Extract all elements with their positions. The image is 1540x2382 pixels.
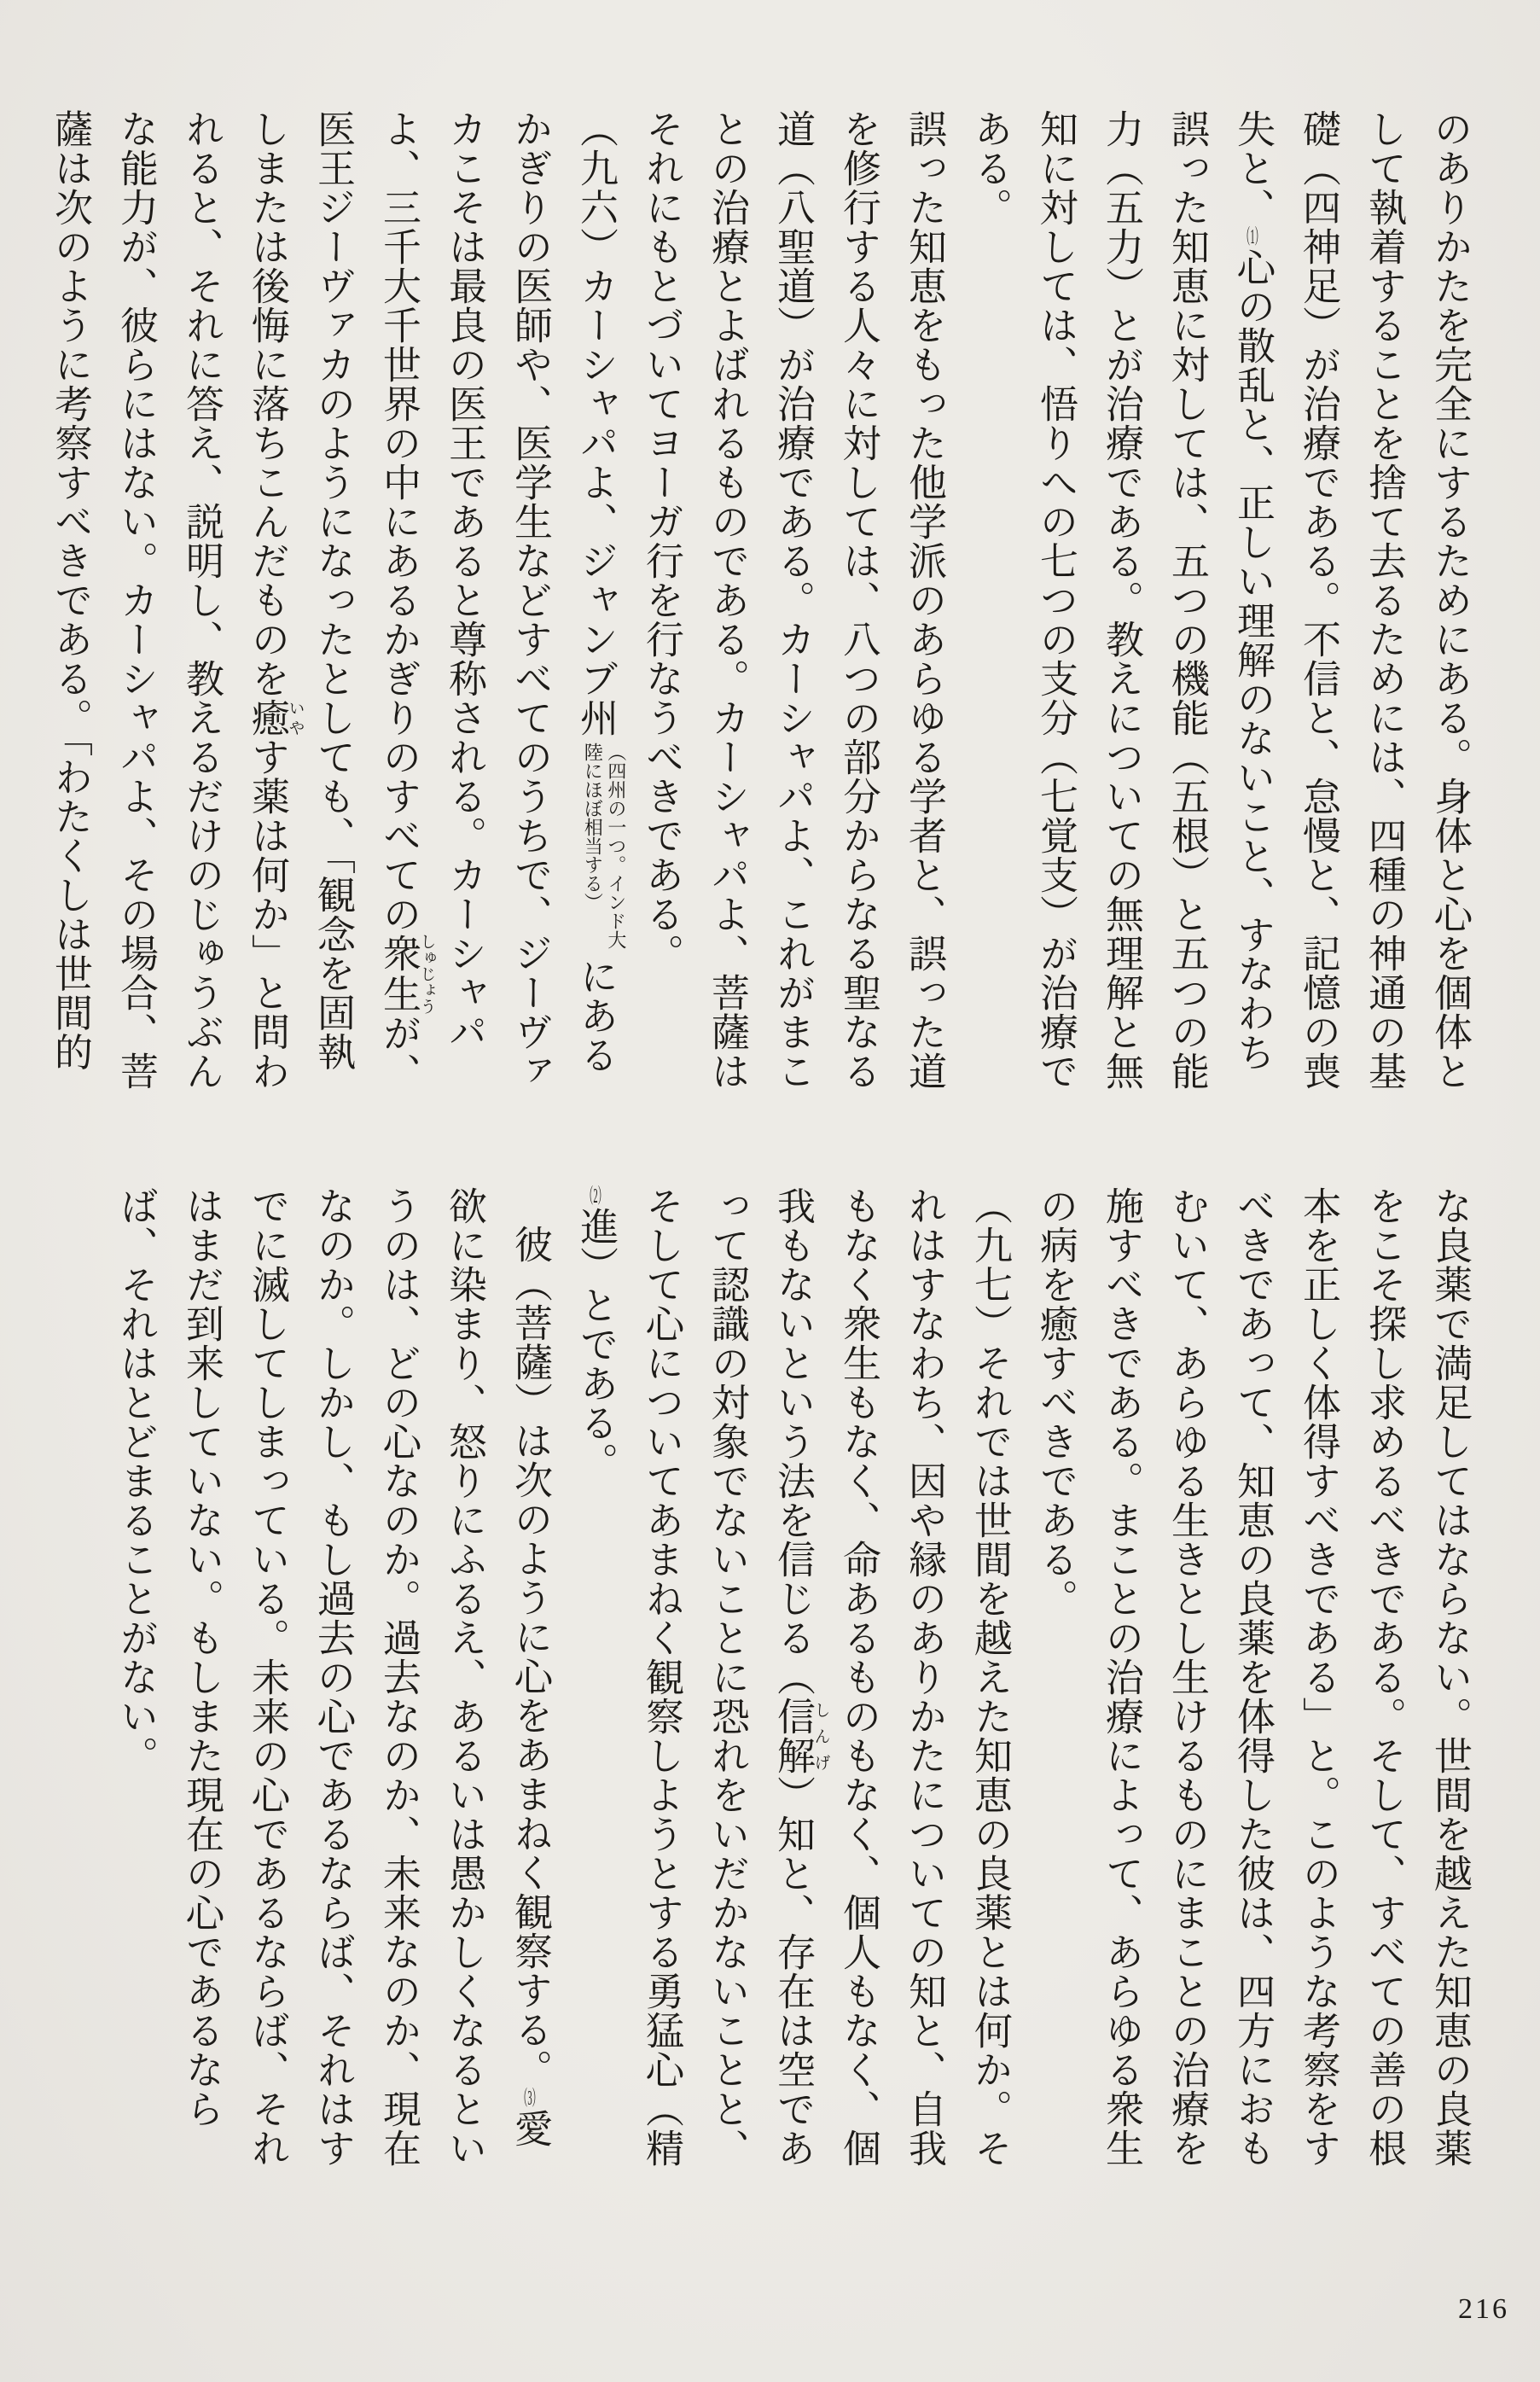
text-run: 彼（菩薩）は次のように心をあまねく観察する。 (508, 1225, 551, 2088)
footnote-ref: （2） (584, 1186, 607, 1207)
ruby-annotated-word: 衆生しゅじょう (377, 933, 436, 1015)
text-run: （九七）それでは世間を越えた知恵の良薬とは何か。それはすなわち、因や縁のありかたについての知と、自我もなく衆生もなく、命あるものもなく、個人もなく、個我もないという法を信じる（ (771, 1186, 1011, 2168)
paragraph (562, 1186, 1022, 2181)
ruby-annotated-word: 信解しんげ (771, 1697, 830, 1775)
paragraph (956, 109, 1482, 1104)
bottom-text-block (102, 1186, 1482, 2181)
text-run: のありかたを完全にするためにある。身体と心を個体として執着することを捨て去るためには、四種の神通の基礎（四神足）が治療である。不信と、怠慢と、記憶の喪失と、 (1231, 109, 1471, 1091)
page-number: 216 (1458, 2293, 1509, 2325)
paragraph (37, 109, 628, 1104)
text-run: （九六）カーシャパよ、ジャンブ州 (574, 109, 617, 737)
inline-gloss-note: （四州の一つ。インド大陸にほぼ相当する） (582, 743, 627, 949)
paragraph (1022, 1186, 1482, 2181)
text-run: にあるかぎりの医師や、医学生などすべてのうちで、ジーヴァカこそは最良の医王であると尊称される。カーシャパよ、三千大千世界の中にあるかぎりのすべての (377, 109, 617, 1091)
text-run: 誤った知恵をもった他学派のあらゆる学者と、誤った道を修行する人々に対しては、八つの部分からなる聖なる道（八聖道）が治療である。カーシャパよ、これがまことの治療とよばれるものである。カーシャパよ、菩薩はそれにもとづいてヨーガ行を行なうべきである。 (640, 109, 945, 1091)
text-run: な良薬で満足してはならない。世間を越えた知恵の良薬をこそ探し求めるべきである。そして、すべての善の根本を正しく体得すべきである」と。このような考察をすべきであって、知恵の良薬を体得した彼は、四方におもむいて、あらゆる生きとし生けるものにまことの治療を施すべきである。まことの治療によって、あらゆる衆生の病を癒すべきである。 (1034, 1186, 1471, 2168)
text-run: 愛欲に染まり、怒りにふるえ、あるいは愚かしくなるというのは、どの心なのか。過去なのか、未来なのか、現在なのか。しかし、もし過去の心であるならば、それはすでに滅してしまっている。未来の心であるならば、それはまだ到来していない。もしまた現在の心であるならば、それはとどまることがない。 (114, 1186, 551, 2168)
text-run: す薬は何か」と問われると、それに答え、説明し、教えるだけのじゅうぶんな能力が、彼らにはない。カーシャパよ、その場合、菩薩は次のように考察すべきである。「わたくしは世間的 (49, 109, 288, 1091)
paragraph (628, 109, 956, 1104)
top-text-block (37, 109, 1482, 1104)
paragraph (102, 1186, 562, 2181)
ruby-annotated-word: 癒いや (246, 698, 305, 737)
footnote-ref: （1） (1241, 227, 1264, 248)
text-run: 心の散乱と、正しい理解のないこと、すなわち誤った知恵に対しては、五つの機能（五根）と五つの能力（五力）とが治療である。教えについての無理解と無知に対しては、悟りへの七つの支分（七覚支）が治療である。 (968, 109, 1274, 1091)
text-run: ）知と、存在は空であって認識の対象でないことに恐れをいだかないことと、そして心についてあまねく観察しようとする勇猛心（精 (640, 1186, 814, 2168)
text-run: が、医王ジーヴァカのようになったとしても、「観念を固執しまたは後悔に落ちこんだものを (246, 109, 420, 1092)
footnote-ref: （3） (518, 2088, 542, 2109)
text-run: 進）とである。 (574, 1207, 617, 1482)
